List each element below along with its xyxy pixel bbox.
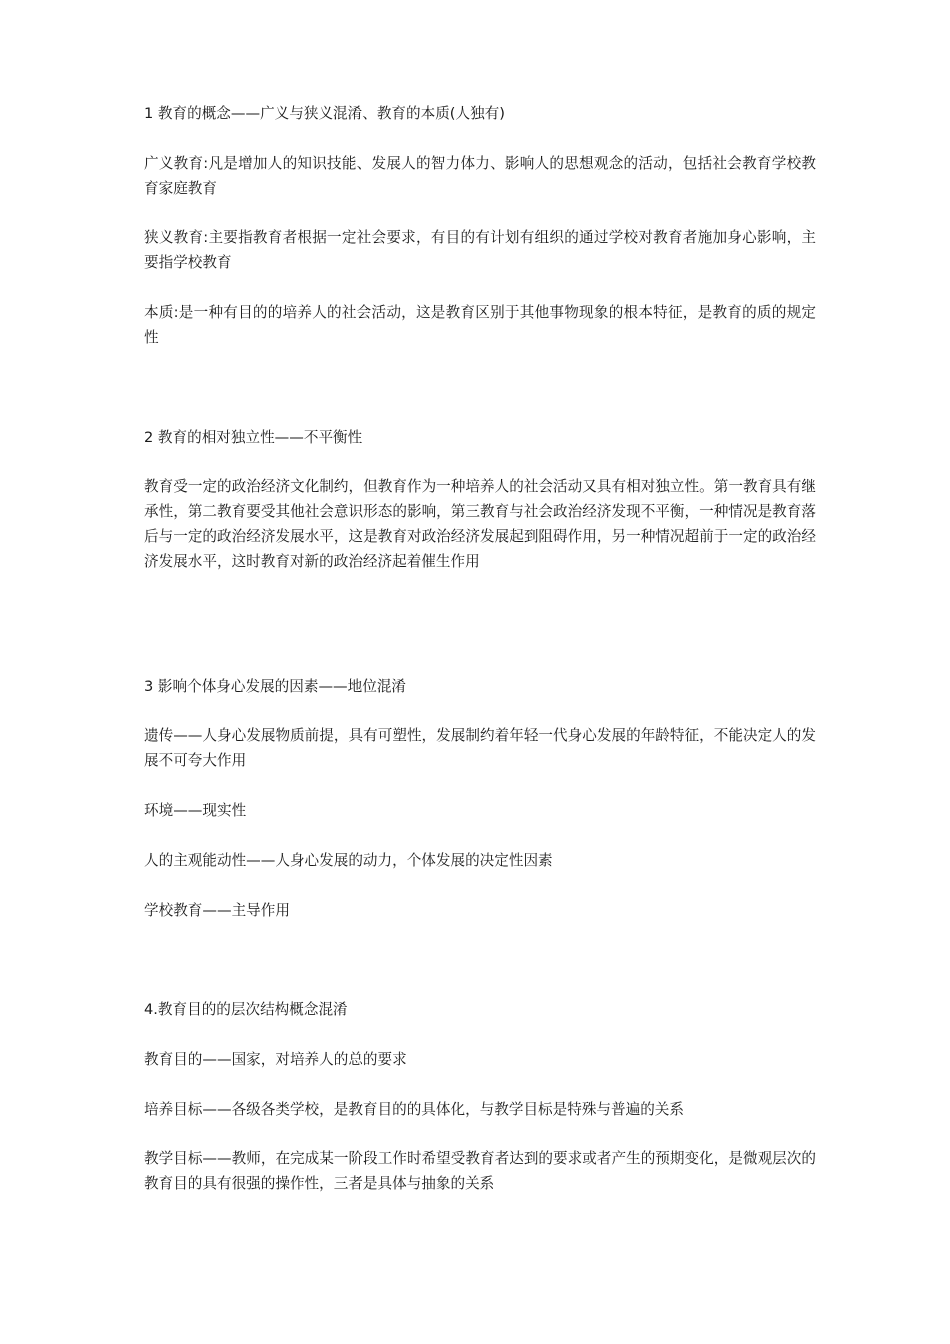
section-4-paragraph-3: 教学目标——教师，在完成某一阶段工作时希望受教育者达到的要求或者产生的预期变化，是微观层次的教育目的具有很强的操作性，三者是具体与抽象的关系	[144, 1150, 816, 1192]
section-4-paragraph-2: 培养目标——各级各类学校，是教育目的的具体化，与教学目标是特殊与普遍的关系	[144, 1101, 684, 1118]
section-3-heading: 3 影响个体身心发展的因素——地位混淆	[144, 678, 407, 695]
section-4-heading: 4.教育目的的层次结构概念混淆	[144, 1001, 348, 1018]
section-2-paragraph-1: 教育受一定的政治经济文化制约，但教育作为一种培养人的社会活动又具有相对独立性。第一教育具有继承性，第二教育要受其他社会意识形态的影响，第三教育与社会政治经济发现不平衡，一种情况是教育落后与一定的政治经济发展水平，这是教育对政治经济发展起到阻碍作用，另一种情况超前于一定的政治经济发展水平，这时教育对新的政治经济起着催生作用	[144, 478, 816, 570]
section-3-paragraph-4: 学校教育——主导作用	[144, 902, 290, 919]
section-3-paragraph-1: 遗传——人身心发展物质前提，具有可塑性，发展制约着年轻一代身心发展的年龄特征，不能决定人的发展不可夸大作用	[144, 727, 816, 769]
section-1-paragraph-3: 本质:是一种有目的的培养人的社会活动，这是教育区别于其他事物现象的根本特征，是教育的质的规定性	[144, 304, 816, 346]
section-3-paragraph-2: 环境——现实性	[144, 802, 247, 819]
section-3-paragraph-3: 人的主观能动性——人身心发展的动力，个体发展的决定性因素	[144, 852, 553, 869]
section-4-paragraph-1: 教育目的——国家，对培养人的总的要求	[144, 1051, 407, 1068]
section-1-heading: 1 教育的概念——广义与狭义混淆、教育的本质(人独有)	[144, 105, 505, 122]
section-1-paragraph-2: 狭义教育:主要指教育者根据一定社会要求，有目的有计划有组织的通过学校对教育者施加身心影响，主要指学校教育	[144, 229, 816, 271]
section-1-paragraph-1: 广义教育:凡是增加人的知识技能、发展人的智力体力、影响人的思想观念的活动，包括社会教育学校教育家庭教育	[144, 155, 816, 197]
section-2-heading: 2 教育的相对独立性——不平衡性	[144, 429, 363, 446]
